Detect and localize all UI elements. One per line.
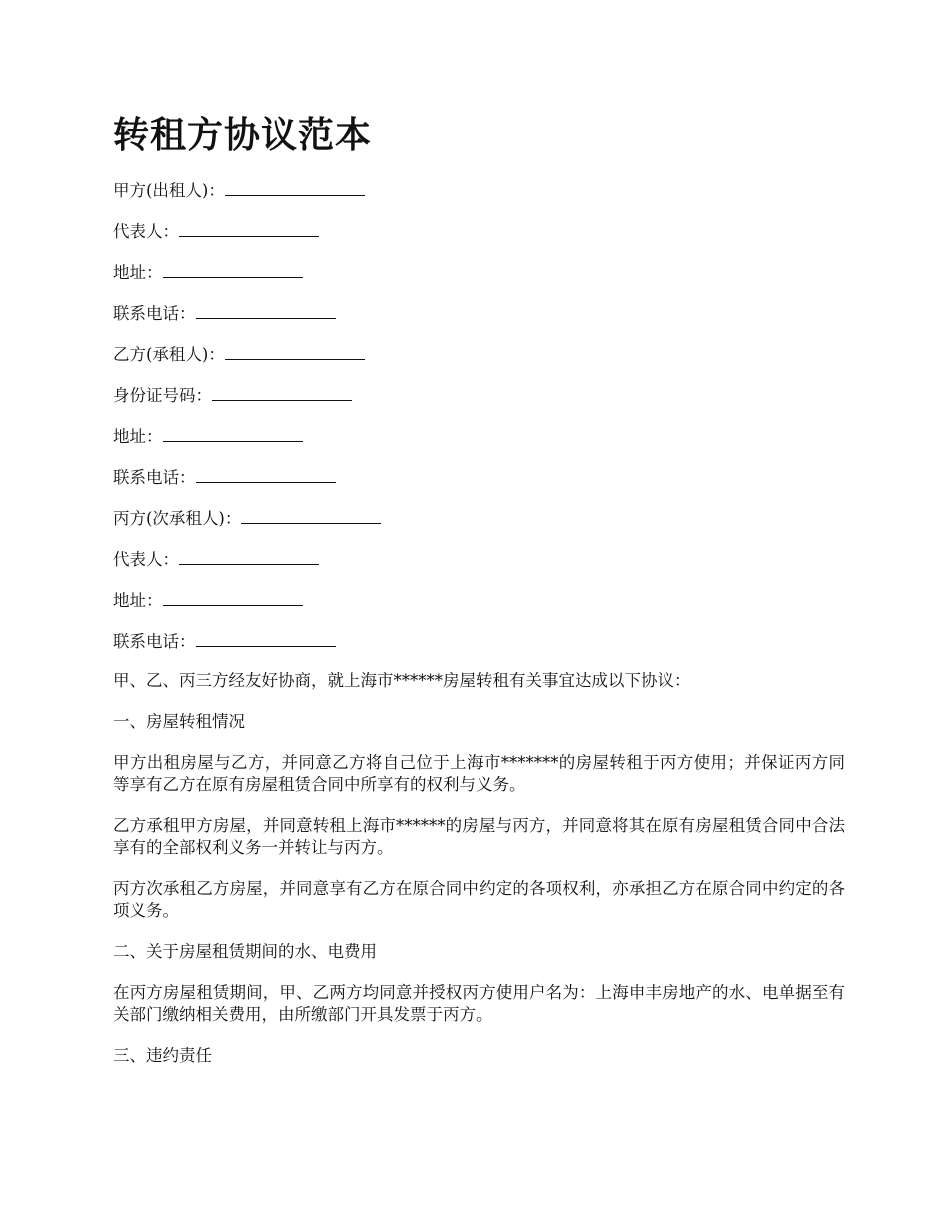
section-heading-2: 二、关于房屋租赁期间的水、电费用 <box>113 942 377 961</box>
fill-in-blank[interactable] <box>196 301 336 319</box>
section-1-paragraph: 甲方出租房屋与乙方，并同意乙方将自己位于上海市*******的房屋转租于丙方使用；并保证丙方同等享有乙方在原有房屋租赁合同中所享有的权利与义务。 <box>113 753 845 794</box>
field-label: 地址： <box>113 427 163 446</box>
section-heading-1: 一、房屋转租情况 <box>113 712 245 731</box>
document-page <box>113 112 845 1086</box>
field-label: 代表人： <box>113 550 179 569</box>
field-label: 联系电话： <box>113 304 196 323</box>
field-label: 代表人： <box>113 222 179 241</box>
fill-in-blank[interactable] <box>225 342 365 360</box>
field-party-c-address <box>113 588 845 610</box>
section-2-paragraph: 在丙方房屋租赁期间，甲、乙两方均同意并授权丙方使用户名为：上海申丰房地产的水、电单据至有关部门缴纳相关费用，由所缴部门开具发票于丙方。 <box>113 983 845 1024</box>
field-label: 地址： <box>113 591 163 610</box>
field-party-c <box>113 506 845 528</box>
fill-in-blank[interactable] <box>179 547 319 565</box>
field-label: 乙方(承租人)： <box>113 345 225 364</box>
field-party-c-representative <box>113 547 845 569</box>
field-party-b-id-number <box>113 383 845 405</box>
field-party-a-representative <box>113 219 845 241</box>
fill-in-blank[interactable] <box>241 506 381 524</box>
section-1-paragraph: 乙方承租甲方房屋，并同意转租上海市******的房屋与丙方，并同意将其在原有房屋租赁合同中合法享有的全部权利义务一并转让与丙方。 <box>113 816 845 857</box>
field-party-a-address <box>113 260 845 282</box>
fill-in-blank[interactable] <box>196 465 336 483</box>
document-title: 转租方协议范本 <box>113 115 373 156</box>
field-party-a-phone <box>113 301 845 323</box>
field-party-a <box>113 178 845 200</box>
field-label: 身份证号码： <box>113 386 212 405</box>
field-label: 地址： <box>113 263 163 282</box>
intro-paragraph: 甲、乙、丙三方经友好协商，就上海市******房屋转租有关事宜达成以下协议： <box>113 671 691 690</box>
fill-in-blank[interactable] <box>163 424 303 442</box>
section-1-paragraph: 丙方次承租乙方房屋，并同意享有乙方在原合同中约定的各项权利，亦承担乙方在原合同中约定的各项义务。 <box>113 879 845 920</box>
field-party-c-phone <box>113 629 845 651</box>
fill-in-blank[interactable] <box>212 383 352 401</box>
fill-in-blank[interactable] <box>163 260 303 278</box>
section-heading-3: 三、违约责任 <box>113 1046 212 1065</box>
field-label: 联系电话： <box>113 468 196 487</box>
field-label: 甲方(出租人)： <box>113 181 225 200</box>
field-label: 联系电话： <box>113 632 196 651</box>
field-party-b-address <box>113 424 845 446</box>
fill-in-blank[interactable] <box>179 219 319 237</box>
fill-in-blank[interactable] <box>163 588 303 606</box>
fill-in-blank[interactable] <box>196 629 336 647</box>
field-label: 丙方(次承租人)： <box>113 509 242 528</box>
fill-in-blank[interactable] <box>225 178 365 196</box>
field-party-b-phone <box>113 465 845 487</box>
field-party-b <box>113 342 845 364</box>
